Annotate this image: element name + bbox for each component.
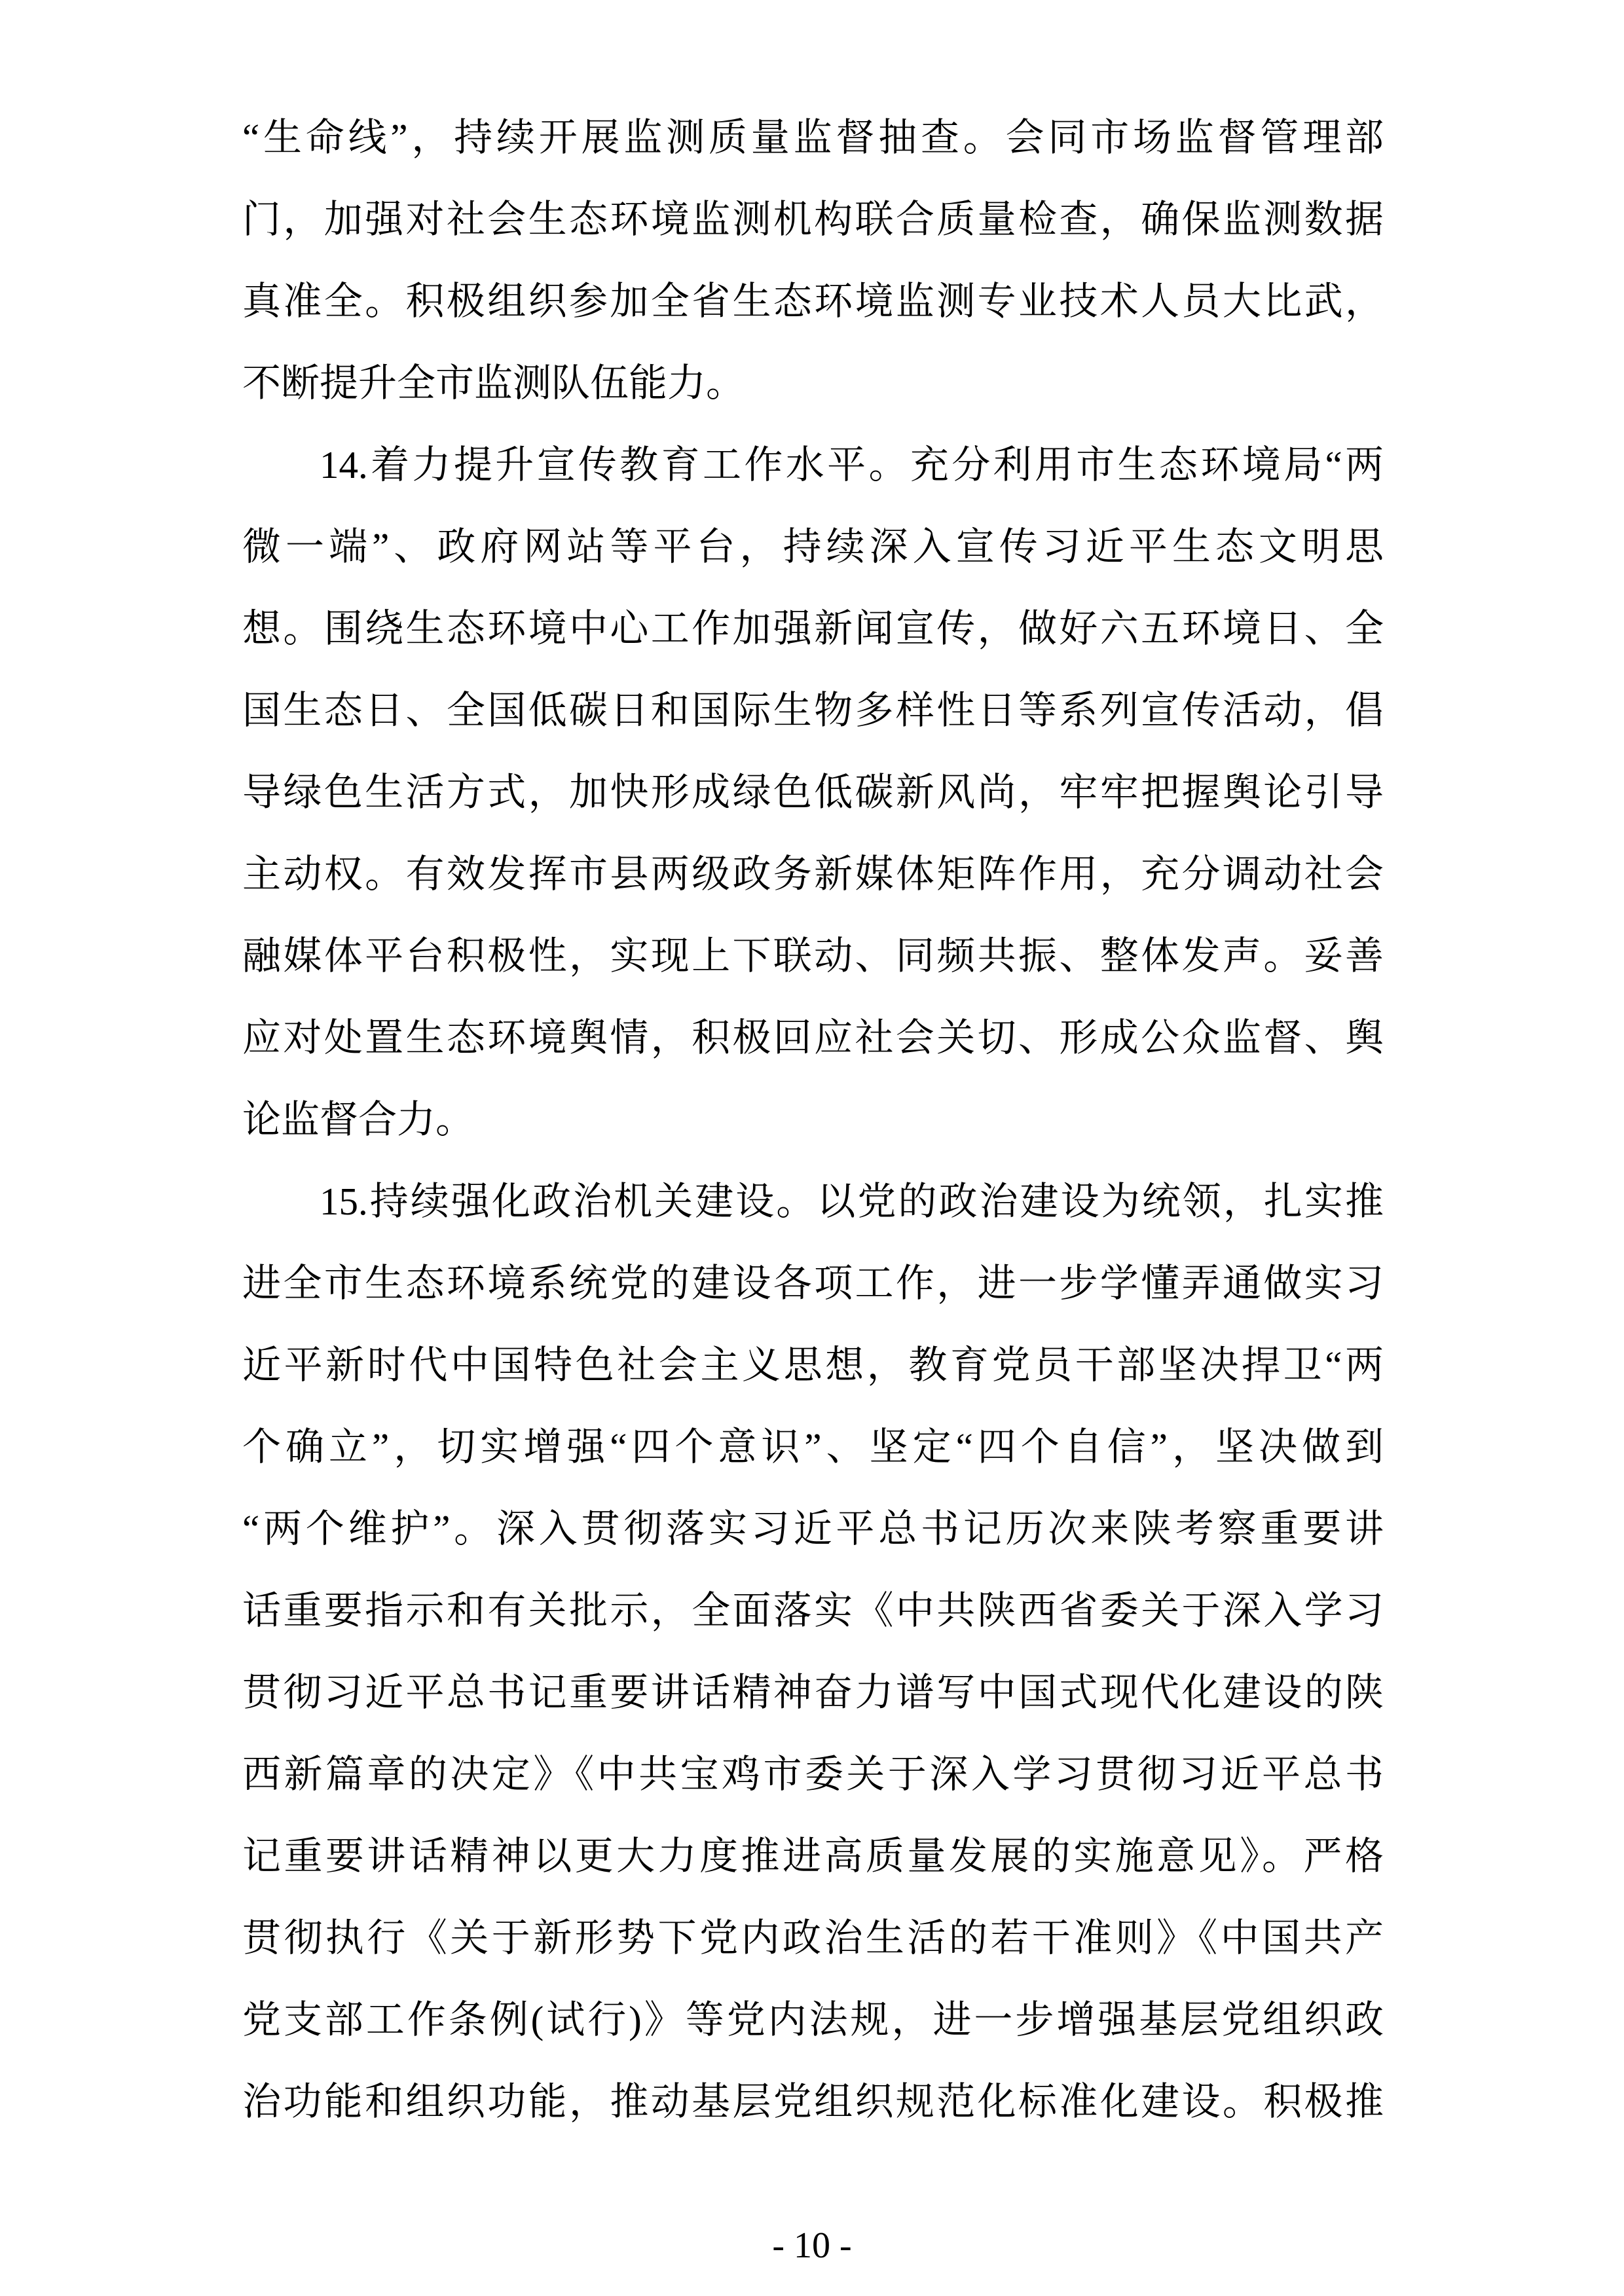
text-line: 近平新时代中国特色社会主义思想，教育党员干部坚决捍卫“两 — [242, 1343, 1384, 1387]
text-line: 论监督合力。 — [242, 1098, 475, 1141]
text-line: 党支部工作条例(试行)》等党内法规，进一步增强基层党组织政 — [242, 1998, 1384, 2041]
text-line: 想。围绕生态环境中心工作加强新闻宣传，做好六五环境日、全 — [242, 607, 1384, 650]
text-line: 真准全。积极组织参加全省生态环境监测专业技术人员大比武， — [242, 280, 1384, 323]
text-line: 15.持续强化政治机关建设。以党的政治建设为统领，扎实推 — [320, 1180, 1384, 1223]
text-line: 治功能和组织功能，推动基层党组织规范化标准化建设。积极推 — [242, 2080, 1384, 2123]
text-line: 西新篇章的决定》《中共宝鸡市委关于深入学习贯彻习近平总书 — [242, 1753, 1384, 1796]
text-line: 不断提升全市监测队伍能力。 — [242, 361, 745, 405]
text-line: 门，加强对社会生态环境监测机构联合质量检查，确保监测数据 — [242, 198, 1384, 241]
paragraph-15 — [242, 1161, 1384, 2143]
text-line: 国生态日、全国低碳日和国际生物多样性日等系列宣传活动，倡 — [242, 689, 1384, 732]
page-number: - 10 - — [772, 2225, 852, 2266]
text-line: 记重要讲话精神以更大力度推进高质量发展的实施意见》。严格 — [242, 1834, 1384, 1878]
paragraph-13-continuation — [242, 97, 1384, 424]
text-line: 14.着力提升宣传教育工作水平。充分利用市生态环境局“两 — [320, 443, 1384, 486]
text-line: 贯彻执行《关于新形势下党内政治生活的若干准则》《中国共产 — [242, 1916, 1384, 1959]
text-line: 微一端”、政府网站等平台，持续深入宣传习近平生态文明思 — [242, 525, 1384, 568]
paragraph-14 — [242, 424, 1384, 1161]
text-line: 贯彻习近平总书记重要讲话精神奋力谱写中国式现代化建设的陕 — [242, 1671, 1384, 1714]
text-line: “两个维护”。深入贯彻落实习近平总书记历次来陕考察重要讲 — [242, 1507, 1384, 1550]
text-line: 个确立”，切实增强“四个意识”、坚定“四个自信”，坚决做到 — [242, 1425, 1384, 1468]
document-body — [242, 97, 1384, 2143]
text-line: 话重要指示和有关批示，全面落实《中共陕西省委关于深入学习 — [242, 1589, 1384, 1632]
text-line: 主动权。有效发挥市县两级政务新媒体矩阵作用，充分调动社会 — [242, 852, 1384, 896]
text-line: 进全市生态环境系统党的建设各项工作，进一步学懂弄通做实习 — [242, 1262, 1384, 1305]
text-line: 导绿色生活方式，加快形成绿色低碳新风尚，牢牢把握舆论引导 — [242, 771, 1384, 814]
text-line: 融媒体平台积极性，实现上下联动、同频共振、整体发声。妥善 — [242, 934, 1384, 977]
text-line: “生命线”，持续开展监测质量监督抽查。会同市场监督管理部 — [242, 116, 1384, 159]
text-line: 应对处置生态环境舆情，积极回应社会关切、形成公众监督、舆 — [242, 1016, 1384, 1059]
